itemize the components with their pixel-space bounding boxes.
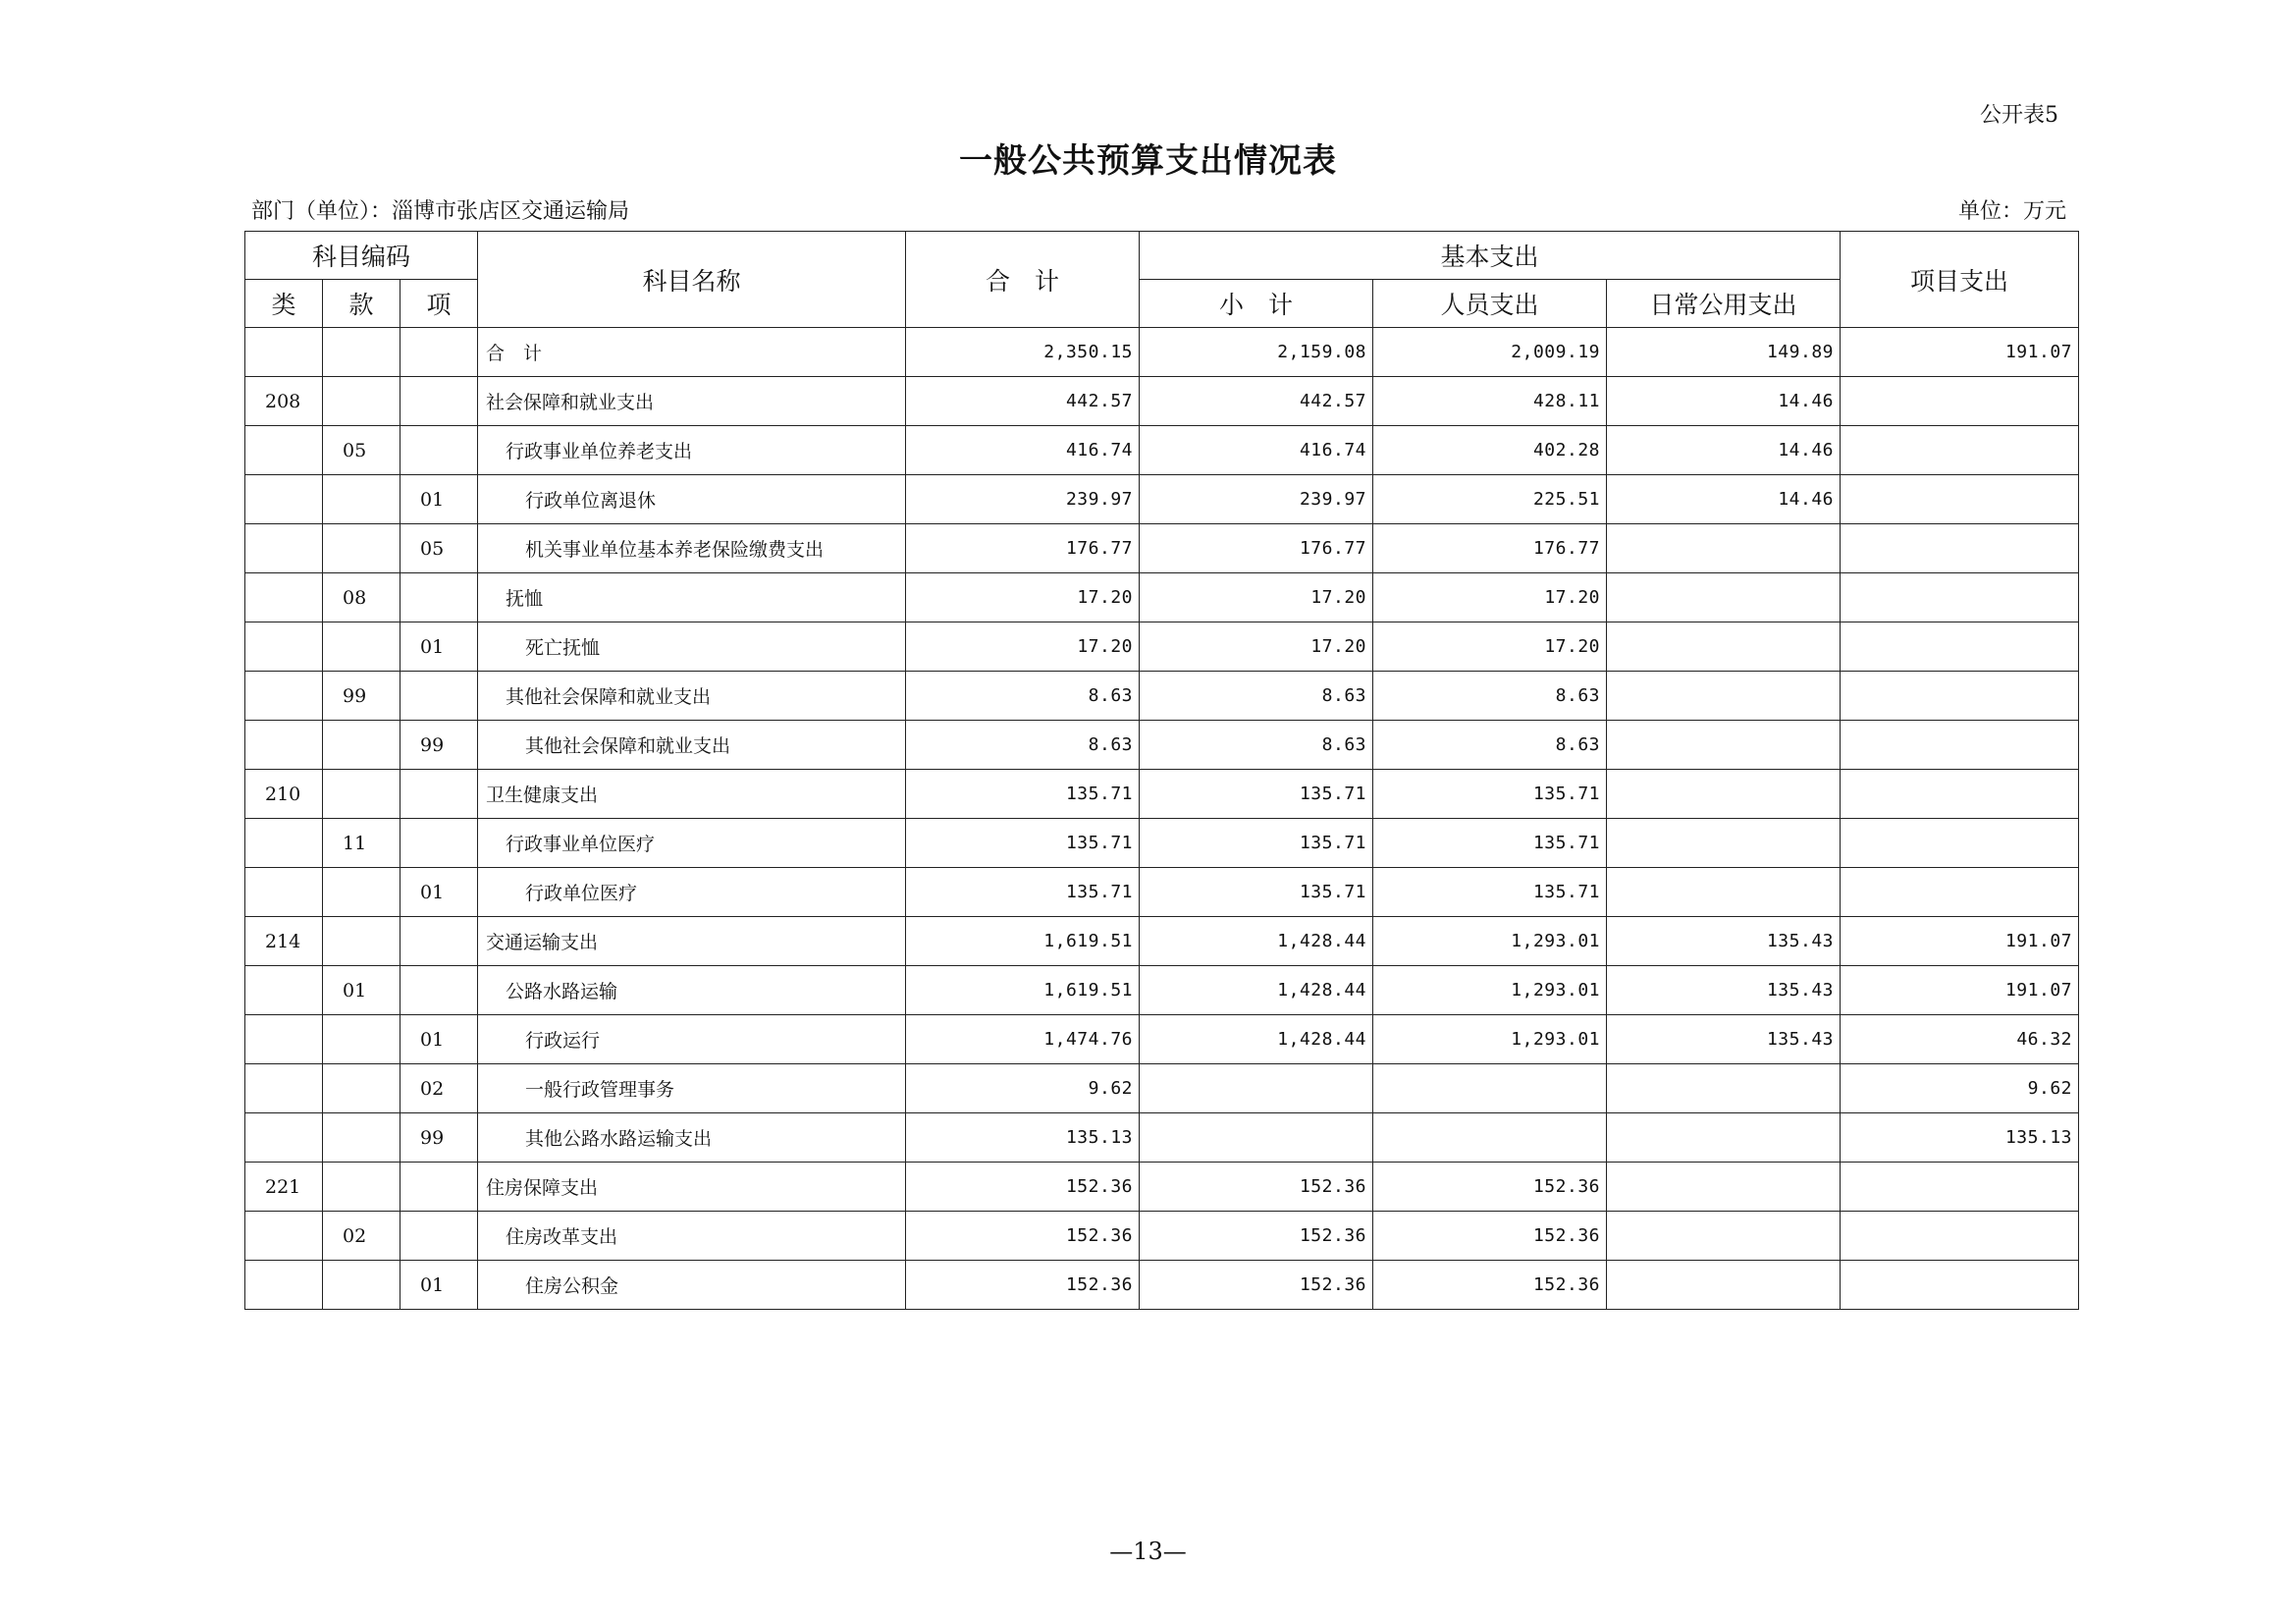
cell-item — [323, 1015, 400, 1064]
table-row — [245, 1261, 2079, 1310]
header-basic: 基本支出 — [1140, 232, 1841, 280]
header-total: 合 计 — [906, 232, 1140, 328]
cell-class — [245, 868, 323, 917]
cell-subtotal: 8.63 — [1140, 672, 1373, 721]
table-row — [245, 672, 2079, 721]
cell-project: 9.62 — [1841, 1064, 2079, 1113]
cell-subject-name: 社会保障和就业支出 — [478, 377, 906, 426]
cell-daily — [1607, 1261, 1841, 1310]
table-row — [245, 328, 2079, 377]
cell-item — [323, 1113, 400, 1163]
cell-subject-name: 一般行政管理事务 — [478, 1064, 906, 1113]
table-body — [245, 328, 2079, 1310]
table-row — [245, 573, 2079, 622]
unit-label: 单位：万元 — [1957, 199, 2066, 224]
cell-project — [1841, 1163, 2079, 1212]
cell-subtotal: 442.57 — [1140, 377, 1373, 426]
cell-project — [1841, 672, 2079, 721]
cell-total: 17.20 — [906, 573, 1140, 622]
cell-personnel — [1373, 1113, 1607, 1163]
cell-personnel: 1,293.01 — [1373, 966, 1607, 1015]
cell-class — [245, 475, 323, 524]
cell-class — [245, 672, 323, 721]
header-subtotal: 小 计 — [1140, 280, 1373, 328]
cell-daily — [1607, 524, 1841, 573]
cell-daily: 14.46 — [1607, 475, 1841, 524]
cell-subtotal — [1140, 1064, 1373, 1113]
cell-sub-item — [400, 966, 478, 1015]
cell-subtotal: 17.20 — [1140, 622, 1373, 672]
cell-subtotal: 2,159.08 — [1140, 328, 1373, 377]
header-subject-code: 科目编码 — [245, 232, 478, 280]
cell-total: 442.57 — [906, 377, 1140, 426]
cell-daily: 135.43 — [1607, 1015, 1841, 1064]
cell-subject-name: 交通运输支出 — [478, 917, 906, 966]
cell-daily — [1607, 1064, 1841, 1113]
cell-subject-name: 其他社会保障和就业支出 — [478, 721, 906, 770]
cell-subject-name: 机关事业单位基本养老保险缴费支出 — [478, 524, 906, 573]
cell-subject-name: 合 计 — [478, 328, 906, 377]
cell-sub-item — [400, 819, 478, 868]
cell-item: 11 — [323, 819, 400, 868]
cell-project — [1841, 377, 2079, 426]
cell-sub-item — [400, 917, 478, 966]
cell-item — [323, 868, 400, 917]
cell-sub-item: 01 — [400, 1261, 478, 1310]
cell-subtotal: 135.71 — [1140, 770, 1373, 819]
cell-daily: 135.43 — [1607, 966, 1841, 1015]
cell-project: 46.32 — [1841, 1015, 2079, 1064]
cell-item — [323, 917, 400, 966]
cell-item — [323, 475, 400, 524]
cell-total: 8.63 — [906, 721, 1140, 770]
page-code: 公开表5 — [1980, 103, 2058, 128]
cell-project — [1841, 524, 2079, 573]
cell-total: 135.71 — [906, 868, 1140, 917]
cell-personnel: 135.71 — [1373, 770, 1607, 819]
cell-personnel: 17.20 — [1373, 622, 1607, 672]
cell-class — [245, 1113, 323, 1163]
cell-personnel — [1373, 1064, 1607, 1113]
cell-project: 191.07 — [1841, 917, 2079, 966]
cell-daily — [1607, 1212, 1841, 1261]
cell-personnel: 428.11 — [1373, 377, 1607, 426]
cell-item — [323, 721, 400, 770]
cell-class — [245, 1015, 323, 1064]
cell-item: 05 — [323, 426, 400, 475]
cell-subtotal: 239.97 — [1140, 475, 1373, 524]
cell-subtotal: 152.36 — [1140, 1163, 1373, 1212]
cell-total: 2,350.15 — [906, 328, 1140, 377]
cell-class: 214 — [245, 917, 323, 966]
cell-item — [323, 1064, 400, 1113]
table-row — [245, 1212, 2079, 1261]
cell-subtotal — [1140, 1113, 1373, 1163]
cell-class: 221 — [245, 1163, 323, 1212]
cell-class — [245, 622, 323, 672]
cell-class — [245, 966, 323, 1015]
header-project: 项目支出 — [1841, 232, 2079, 328]
table-row — [245, 1163, 2079, 1212]
cell-personnel: 17.20 — [1373, 573, 1607, 622]
cell-class — [245, 426, 323, 475]
cell-subject-name: 其他公路水路运输支出 — [478, 1113, 906, 1163]
cell-sub-item: 01 — [400, 622, 478, 672]
cell-total: 17.20 — [906, 622, 1140, 672]
cell-total: 135.71 — [906, 819, 1140, 868]
table-row — [245, 917, 2079, 966]
cell-project — [1841, 573, 2079, 622]
cell-daily — [1607, 1163, 1841, 1212]
cell-class — [245, 524, 323, 573]
cell-total: 9.62 — [906, 1064, 1140, 1113]
cell-class — [245, 819, 323, 868]
cell-sub-item — [400, 377, 478, 426]
cell-sub-item — [400, 328, 478, 377]
cell-class — [245, 328, 323, 377]
cell-project — [1841, 1212, 2079, 1261]
cell-subtotal: 8.63 — [1140, 721, 1373, 770]
cell-project — [1841, 426, 2079, 475]
cell-project — [1841, 868, 2079, 917]
cell-sub-item — [400, 672, 478, 721]
cell-daily: 14.46 — [1607, 377, 1841, 426]
cell-subject-name: 住房保障支出 — [478, 1163, 906, 1212]
cell-item: 99 — [323, 672, 400, 721]
table-row — [245, 1015, 2079, 1064]
cell-daily — [1607, 1113, 1841, 1163]
cell-item: 08 — [323, 573, 400, 622]
header-item: 款 — [323, 280, 400, 328]
cell-subtotal: 176.77 — [1140, 524, 1373, 573]
cell-subject-name: 住房改革支出 — [478, 1212, 906, 1261]
cell-subtotal: 1,428.44 — [1140, 966, 1373, 1015]
cell-personnel: 8.63 — [1373, 721, 1607, 770]
cell-daily — [1607, 770, 1841, 819]
cell-subtotal: 135.71 — [1140, 819, 1373, 868]
table-row — [245, 819, 2079, 868]
table-row — [245, 966, 2079, 1015]
cell-subtotal: 17.20 — [1140, 573, 1373, 622]
cell-sub-item: 01 — [400, 475, 478, 524]
cell-project — [1841, 721, 2079, 770]
cell-subject-name: 其他社会保障和就业支出 — [478, 672, 906, 721]
department-label: 部门（单位）：淄博市张店区交通运输局 — [251, 199, 630, 224]
cell-subject-name: 行政事业单位养老支出 — [478, 426, 906, 475]
cell-class: 210 — [245, 770, 323, 819]
cell-subtotal: 416.74 — [1140, 426, 1373, 475]
cell-total: 135.13 — [906, 1113, 1140, 1163]
cell-personnel: 225.51 — [1373, 475, 1607, 524]
cell-class — [245, 721, 323, 770]
cell-project — [1841, 622, 2079, 672]
cell-personnel: 152.36 — [1373, 1261, 1607, 1310]
cell-project: 135.13 — [1841, 1113, 2079, 1163]
cell-item — [323, 1261, 400, 1310]
cell-subtotal: 1,428.44 — [1140, 1015, 1373, 1064]
table-row — [245, 475, 2079, 524]
table-row — [245, 622, 2079, 672]
cell-item — [323, 328, 400, 377]
cell-class — [245, 1212, 323, 1261]
table-row — [245, 524, 2079, 573]
page-number: —13— — [1109, 1538, 1187, 1565]
cell-personnel: 1,293.01 — [1373, 917, 1607, 966]
cell-class: 208 — [245, 377, 323, 426]
cell-subject-name: 行政运行 — [478, 1015, 906, 1064]
table-row — [245, 1064, 2079, 1113]
cell-daily: 14.46 — [1607, 426, 1841, 475]
page-title: 一般公共预算支出情况表 — [959, 141, 1337, 181]
table-row — [245, 721, 2079, 770]
cell-subject-name: 行政单位离退休 — [478, 475, 906, 524]
cell-item — [323, 770, 400, 819]
header-sub-item: 项 — [400, 280, 478, 328]
table-row — [245, 1113, 2079, 1163]
cell-sub-item — [400, 573, 478, 622]
cell-sub-item: 01 — [400, 1015, 478, 1064]
cell-subject-name: 行政单位医疗 — [478, 868, 906, 917]
cell-total: 239.97 — [906, 475, 1140, 524]
cell-personnel: 135.71 — [1373, 868, 1607, 917]
cell-sub-item: 99 — [400, 1113, 478, 1163]
cell-item: 02 — [323, 1212, 400, 1261]
cell-personnel: 135.71 — [1373, 819, 1607, 868]
cell-daily — [1607, 721, 1841, 770]
cell-total: 1,619.51 — [906, 966, 1140, 1015]
header-daily: 日常公用支出 — [1607, 280, 1841, 328]
cell-daily: 149.89 — [1607, 328, 1841, 377]
cell-personnel: 2,009.19 — [1373, 328, 1607, 377]
cell-sub-item: 01 — [400, 868, 478, 917]
cell-total: 152.36 — [906, 1163, 1140, 1212]
cell-total: 176.77 — [906, 524, 1140, 573]
cell-project — [1841, 475, 2079, 524]
cell-project: 191.07 — [1841, 328, 2079, 377]
cell-personnel: 176.77 — [1373, 524, 1607, 573]
cell-personnel: 152.36 — [1373, 1163, 1607, 1212]
table-row — [245, 770, 2079, 819]
cell-total: 152.36 — [906, 1261, 1140, 1310]
cell-sub-item — [400, 1163, 478, 1212]
cell-daily — [1607, 868, 1841, 917]
cell-personnel: 8.63 — [1373, 672, 1607, 721]
cell-daily — [1607, 622, 1841, 672]
cell-total: 1,474.76 — [906, 1015, 1140, 1064]
cell-subject-name: 卫生健康支出 — [478, 770, 906, 819]
cell-daily: 135.43 — [1607, 917, 1841, 966]
cell-subject-name: 住房公积金 — [478, 1261, 906, 1310]
cell-sub-item: 02 — [400, 1064, 478, 1113]
cell-personnel: 1,293.01 — [1373, 1015, 1607, 1064]
budget-table — [244, 231, 2079, 1310]
cell-subtotal: 152.36 — [1140, 1212, 1373, 1261]
cell-subtotal: 152.36 — [1140, 1261, 1373, 1310]
cell-total: 152.36 — [906, 1212, 1140, 1261]
cell-subject-name: 抚恤 — [478, 573, 906, 622]
cell-class — [245, 573, 323, 622]
cell-total: 8.63 — [906, 672, 1140, 721]
cell-item — [323, 622, 400, 672]
cell-personnel: 152.36 — [1373, 1212, 1607, 1261]
cell-class — [245, 1064, 323, 1113]
cell-sub-item: 05 — [400, 524, 478, 573]
cell-item — [323, 524, 400, 573]
table-row — [245, 426, 2079, 475]
cell-daily — [1607, 672, 1841, 721]
cell-subtotal: 135.71 — [1140, 868, 1373, 917]
cell-project: 191.07 — [1841, 966, 2079, 1015]
cell-sub-item — [400, 426, 478, 475]
cell-sub-item — [400, 770, 478, 819]
cell-project — [1841, 819, 2079, 868]
header-subject-name: 科目名称 — [478, 232, 906, 328]
cell-subject-name: 行政事业单位医疗 — [478, 819, 906, 868]
cell-sub-item: 99 — [400, 721, 478, 770]
cell-sub-item — [400, 1212, 478, 1261]
cell-project — [1841, 770, 2079, 819]
cell-subject-name: 公路水路运输 — [478, 966, 906, 1015]
header-personnel: 人员支出 — [1373, 280, 1607, 328]
cell-daily — [1607, 819, 1841, 868]
cell-subtotal: 1,428.44 — [1140, 917, 1373, 966]
table-row — [245, 868, 2079, 917]
table-row — [245, 377, 2079, 426]
cell-item: 01 — [323, 966, 400, 1015]
cell-total: 416.74 — [906, 426, 1140, 475]
cell-item — [323, 377, 400, 426]
cell-item — [323, 1163, 400, 1212]
cell-personnel: 402.28 — [1373, 426, 1607, 475]
cell-project — [1841, 1261, 2079, 1310]
cell-daily — [1607, 573, 1841, 622]
cell-subject-name: 死亡抚恤 — [478, 622, 906, 672]
cell-total: 1,619.51 — [906, 917, 1140, 966]
cell-total: 135.71 — [906, 770, 1140, 819]
header-class: 类 — [245, 280, 323, 328]
cell-class — [245, 1261, 323, 1310]
